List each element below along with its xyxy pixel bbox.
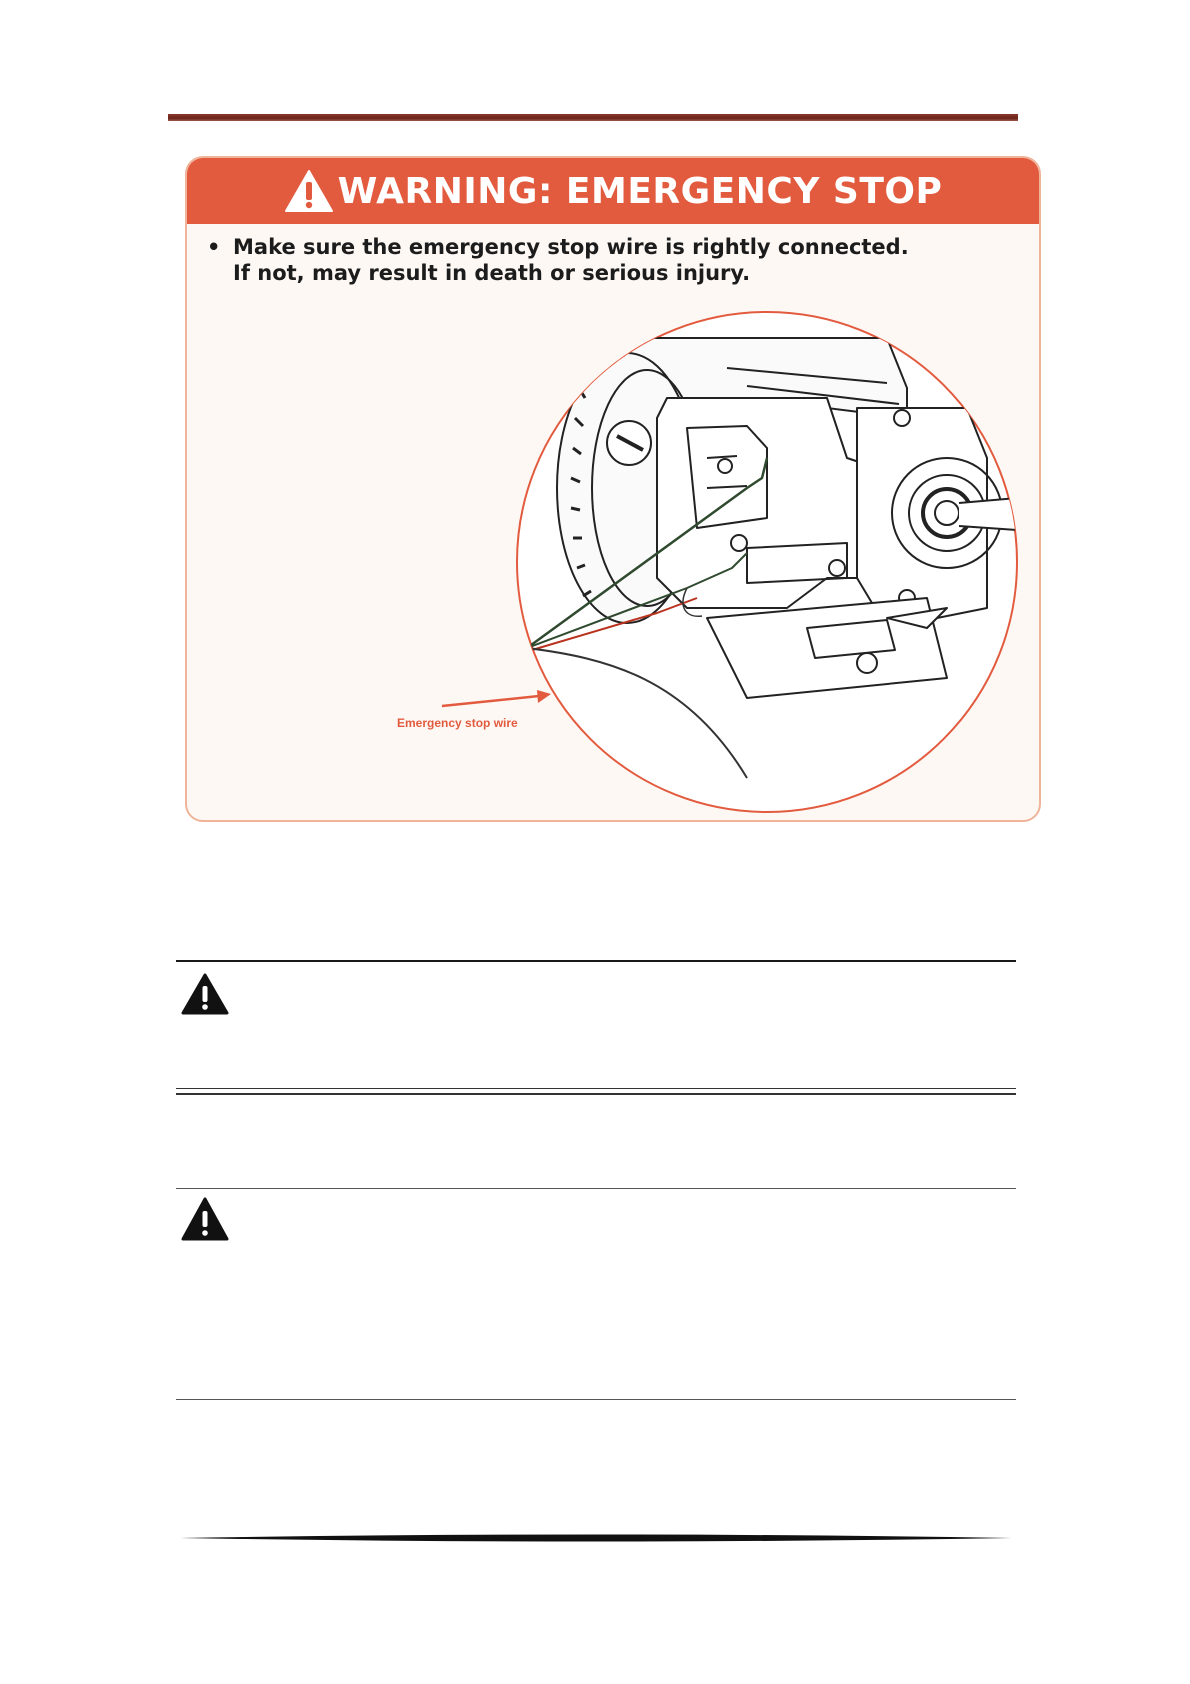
notice-box-1-bottom-rule-lower [176,1093,1016,1095]
footer-rule [180,1533,1012,1543]
header-rule [168,114,1018,121]
engine-illustration [187,158,1039,820]
warning-line-2: If not, may result in death or serious injury. [233,261,751,285]
warning-line-1: Make sure the emergency stop wire is rightly connected. [233,235,909,259]
warning-triangle-icon [180,972,230,1016]
notice-box-2 [176,1188,1016,1400]
emergency-stop-warning-card [185,156,1041,822]
emergency-stop-wire-callout: Emergency stop wire [397,716,518,730]
warning-triangle-icon [180,1196,230,1242]
notice-box-1 [176,960,1016,1090]
notice-box-1-top-rule [176,960,1016,962]
notice-box-1-bottom-rule-upper [176,1088,1016,1089]
warning-card-title: WARNING: EMERGENCY STOP [337,170,943,212]
notice-box-2-bottom-rule [176,1399,1016,1400]
bullet-marker: • [207,235,221,259]
